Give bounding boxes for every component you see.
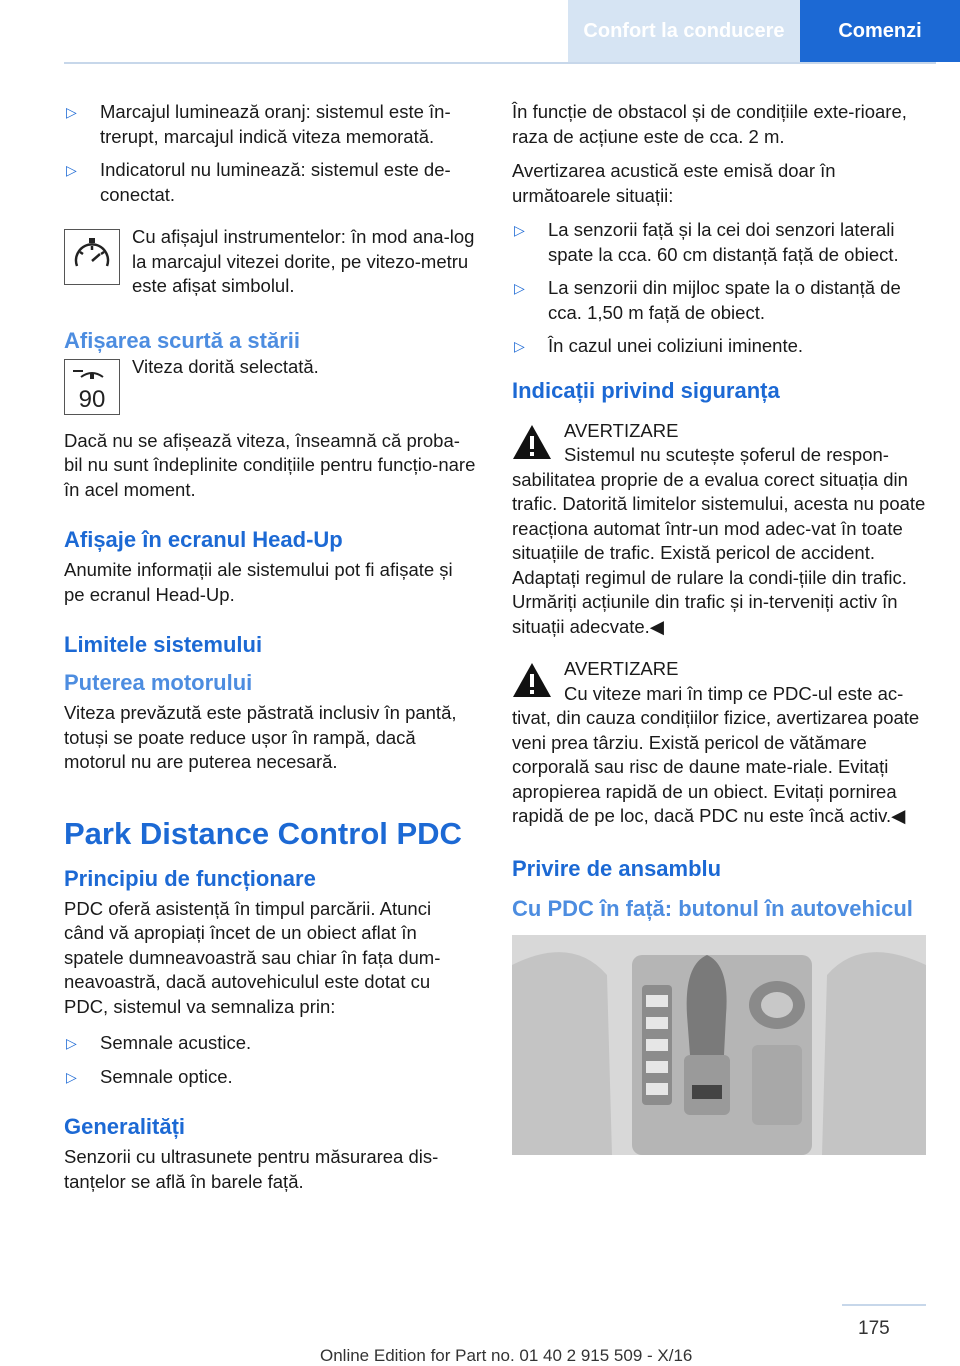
cupdc-heading: Cu PDC în față: butonul în autovehicul <box>512 895 913 921</box>
principiu-paragraph: PDC oferă asistență în timpul parcării. Atunci când vă apropiați încet de un obiect aflat în spatele dumneavoastră sau chiar în fața dum-neavoastră, dacă autovehiculul este dotat cu PDC, sistemul va semnaliza prin: <box>64 897 441 1017</box>
header-bar <box>568 0 960 62</box>
bullet-triangle-icon: ▷ <box>514 338 525 354</box>
principiu-heading: Principiu de funcționare <box>64 865 316 891</box>
bullet-triangle-icon: ▷ <box>66 104 77 120</box>
afisarea-heading: Afișarea scurtă a stării <box>64 327 301 353</box>
section-tab[interactable]: Confort la conducere <box>568 0 800 62</box>
bullet-triangle-icon: ▷ <box>66 1068 77 1085</box>
speed-display-text: Viteza dorită selectată. <box>132 355 319 377</box>
right-column <box>512 100 926 1155</box>
bullet-triangle-icon: ▷ <box>514 280 525 296</box>
warning-block <box>512 419 926 640</box>
edition-footer: Online Edition for Part no. 01 40 2 915 509 - X/16 <box>320 1346 693 1365</box>
limite-heading: Limitele sistemului <box>64 632 263 657</box>
speedometer-marker-icon <box>64 229 120 285</box>
list-item: ▷ În cazul unei coliziuni iminente. <box>512 334 926 359</box>
bullet-triangle-icon: ▷ <box>514 222 525 238</box>
hud-paragraph: Anumite informații ale sistemului pot fi afișate și pe ecranul Head-Up. <box>64 559 453 605</box>
puterea-heading: Puterea motorului <box>64 670 253 695</box>
warning-title: AVERTIZARE <box>564 419 679 441</box>
list-item: ▷ La senzorii față și la cei doi senzori laterali spate la cca. 60 cm distanță față de obiect. <box>512 218 926 267</box>
left-column <box>64 100 476 1194</box>
icon-note-text: Cu afișajul instrumentelor: în mod ana-log la marcajul vitezei dorite, pe vitezo-metru este afișat simbolul. <box>132 226 475 296</box>
footer-rule <box>842 1304 926 1306</box>
privire-heading: Privire de ansamblu <box>512 855 722 881</box>
page-number: 175 <box>858 1318 890 1339</box>
bullet-triangle-icon: ▷ <box>66 1035 77 1051</box>
generalitati-paragraph: Senzorii cu ultrasunete pentru măsurarea dis-tanțelor se află în barele față. <box>64 1146 439 1192</box>
speed-display-row <box>64 355 476 415</box>
afisarea-paragraph: Dacă nu se afișează viteza, înseamnă că proba-bil nu sunt îndeplinite condițiile pentru funcțio-nare în acel moment. <box>64 429 476 500</box>
warning-title: AVERTIZARE <box>564 658 679 679</box>
siguranta-heading: Indicații privind siguranța <box>512 377 780 403</box>
range-paragraph: În funcție de obstacol și de condițiile exte-rioare, raza de acțiune este de cca. 2 m. <box>512 101 907 147</box>
puterea-paragraph: Viteza prevăzută este păstrată inclusiv în pantă, totuși se poate reduce ușor în rampă, dacă motorul nu are puterea necesară. <box>64 702 457 772</box>
acoustic-paragraph: Avertizarea acustică este emisă doar în următoarele situații: <box>512 160 836 206</box>
generalitati-heading: Generalități <box>64 1114 186 1139</box>
speed-90-label: 90 <box>78 385 106 413</box>
speed-90-icon <box>64 359 120 415</box>
list-item: ▷ La senzorii din mijloc spate la o distanță de cca. 1,50 m față de obiect. <box>512 276 926 325</box>
warning-body: Cu viteze mari în timp ce PDC-ul este ac-tivat, din cauza condițiilor fizice, avertizarea poate veni prea târziu. Există pericol de vătămare corporală sau risc de daune mate-riale. Evitați apropierea rapidă de un obiect. Evitați pornirea rapidă de pe loc, dacă PDC nu este încă activ.◀ <box>512 682 920 826</box>
list-item: ▷ Semnale optice. <box>64 1065 476 1090</box>
warning-block <box>512 657 926 829</box>
warning-body: Sistemul nu scutește șoferul de respon-sabilitatea proprie de a evalua corect situația din trafic. Datorită limitelor sistemului, acesta nu poate reacționa automat într-un mod adec-vat în toate situațiile de trafic. Există pericol de accident. Adaptați regimul de rulare la condi-țiile din trafic. Urmăriți acțiunile din trafic și in-terveniți activ în situații adecvate.◀ <box>512 444 926 637</box>
list-item: ▷ Marcajul luminează oranj: sistemul este în-trerupt, marcajul indică viteza memorată. <box>64 100 476 149</box>
list-item: ▷ Indicatorul nu luminează: sistemul este de-conectat. <box>64 158 476 207</box>
bullet-triangle-icon: ▷ <box>66 162 77 178</box>
icon-note-row <box>64 226 476 299</box>
chapter-tab[interactable]: Comenzi <box>800 0 960 62</box>
list-item: ▷ Semnale acustice. <box>64 1031 476 1056</box>
pdc-title: Park Distance Control PDC <box>64 815 462 851</box>
warning-triangle-icon <box>512 661 552 699</box>
warning-triangle-icon <box>512 423 552 461</box>
center-console-photo <box>512 935 926 1155</box>
header-rule <box>64 62 936 64</box>
hud-heading: Afișaje în ecranul Head-Up <box>64 527 343 552</box>
